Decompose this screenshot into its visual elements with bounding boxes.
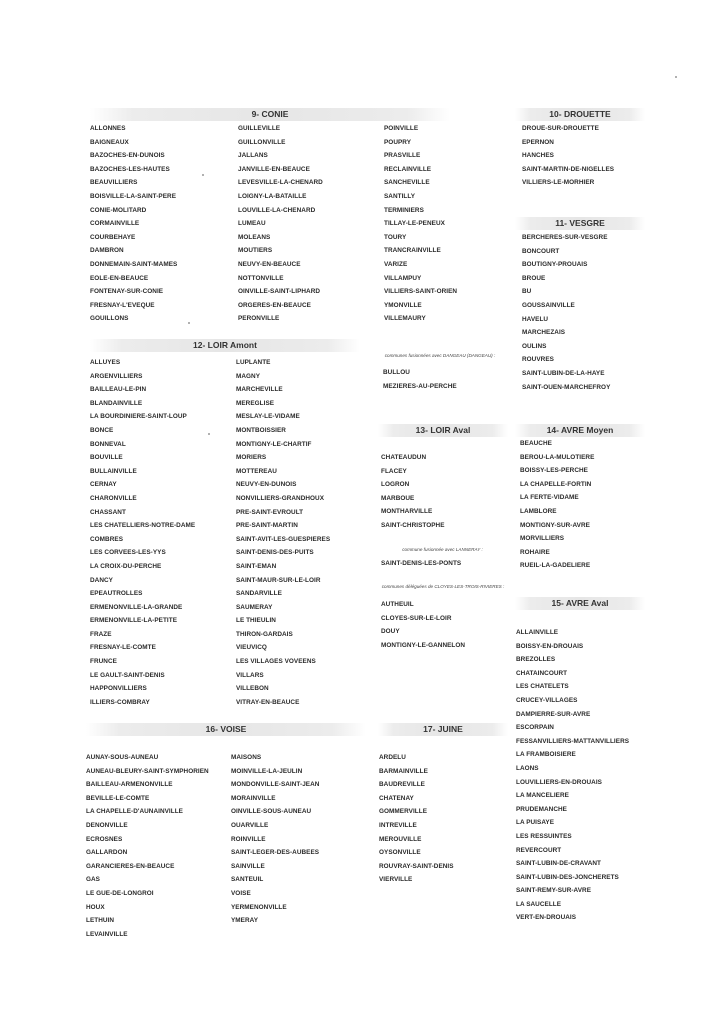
commune-name: JANVILLE-EN-BEAUCE (238, 165, 310, 173)
commune-name: CONIE-MOLITARD (90, 206, 147, 214)
avre-moyen-list (520, 437, 594, 573)
commune-name: NONVILLIERS-GRANDHOUX (236, 494, 325, 502)
commune-name: BONCOURT (522, 247, 560, 255)
commune-name: DAMPIERRE-SUR-AVRE (516, 710, 591, 718)
commune-name: BU (522, 288, 532, 296)
loir-aval-note-lanneray: commune fusionnée avec LANNERAY : (402, 547, 483, 552)
commune-name: PRE-SAINT-MARTIN (236, 522, 298, 530)
avre-aval-list (516, 626, 629, 925)
loir-aval-list-3 (381, 598, 465, 652)
commune-name: LA BOURDINIERE-SAINT-LOUP (90, 413, 187, 421)
commune-name: GOMMERVILLE (379, 808, 428, 816)
conie-column-2 (238, 122, 323, 326)
commune-name: SAINT-DENIS-LES-PONTS (381, 560, 462, 567)
commune-name: HAPPONVILLIERS (90, 685, 147, 693)
commune-name: BERCHERES-SUR-VESGRE (522, 234, 608, 241)
commune-name: MOUTIERS (238, 247, 273, 255)
commune-name: FRAZE (90, 630, 112, 638)
scan-speck (202, 174, 204, 176)
commune-name: PERONVILLE (238, 315, 280, 323)
commune-name: LES CHATELETS (516, 683, 569, 691)
commune-name: YMERAY (231, 917, 259, 925)
commune-name: BROUE (522, 274, 546, 282)
commune-name: CHARONVILLE (90, 494, 137, 502)
commune-name: BREZOLLES (516, 656, 556, 664)
loir-amont-merged-note: communes fusionnées avec DANGEAU (DANGEAU) : (384, 353, 496, 358)
commune-name: ALLUYES (90, 359, 121, 366)
commune-name: BAZOCHES-EN-DUNOIS (90, 152, 165, 160)
commune-name: MOTTEREAU (236, 467, 277, 475)
section-title-vesgre: 11- VESGRE (515, 217, 645, 230)
commune-name: CHATAINCOURT (516, 669, 568, 677)
voise-column-2 (231, 751, 319, 928)
commune-name: MORAINVILLE (231, 794, 276, 802)
commune-name: GARANCIERES-EN-BEAUCE (86, 862, 175, 870)
commune-name: MEZIERES-AU-PERCHE (383, 382, 457, 390)
commune-name: MEROUVILLE (379, 835, 422, 843)
commune-name: LES VILLAGES VOVEENS (236, 658, 316, 666)
section-title-voise: 16- VOISE (86, 723, 366, 736)
commune-name: BOISSY-EN-DROUAIS (516, 642, 584, 650)
commune-name: CORMAINVILLE (90, 220, 140, 228)
commune-name: INTREVILLE (379, 821, 417, 829)
commune-name: DAMBRON (90, 247, 124, 255)
commune-name: ROHAIRE (520, 548, 550, 556)
commune-name: ESCORPAIN (516, 724, 554, 732)
commune-name: ILLIERS-COMBRAY (90, 698, 150, 706)
commune-name: LAONS (516, 764, 539, 772)
commune-name: LOUVILLE-LA-CHENARD (238, 206, 316, 214)
commune-name: SAINT-LUBIN-DE-CRAVANT (516, 860, 601, 868)
commune-name: SAINT-EMAN (236, 562, 277, 570)
commune-name: SAINT-LUBIN-DE-LA-HAYE (522, 369, 605, 377)
commune-name: VILLIERS-SAINT-ORIEN (384, 288, 458, 296)
commune-name: VIERVILLE (379, 876, 413, 884)
commune-name: FRESNAY-L'EVEQUE (90, 301, 155, 309)
commune-name: DANCY (90, 576, 113, 584)
commune-name: LA CHAPELLE-FORTIN (520, 480, 592, 488)
commune-name: OINVILLE-SOUS-AUNEAU (231, 808, 312, 816)
commune-name: GALLARDON (86, 849, 128, 857)
loir-amont-column-2 (236, 356, 330, 709)
commune-name: PRE-SAINT-EVROULT (236, 508, 304, 516)
commune-name: TRANCRAINVILLE (384, 247, 441, 255)
commune-name: BAIGNEAUX (90, 138, 129, 146)
commune-name: ERMENONVILLE-LA-PETITE (90, 617, 178, 625)
commune-name: SANTILLY (384, 192, 416, 200)
commune-name: LE THIEULIN (236, 617, 276, 625)
section-title-avre-aval: 15- AVRE Aval (515, 597, 645, 610)
commune-name: CHATENAY (379, 794, 414, 802)
commune-name: CHATEAUDUN (381, 454, 427, 461)
commune-name: MOINVILLE-LA-JEULIN (231, 767, 303, 775)
commune-name: PRASVILLE (384, 152, 421, 160)
commune-name: LA PUISAYE (516, 819, 555, 827)
commune-name: ALLAINVILLE (516, 629, 559, 636)
commune-name: MONTIGNY-LE-CHARTIF (236, 440, 312, 448)
drouette-list (522, 122, 614, 190)
commune-name: LA FERTE-VIDAME (520, 494, 579, 502)
commune-name: VILLAMPUY (384, 274, 422, 282)
commune-name: BAILLEAU-LE-PIN (90, 386, 147, 394)
commune-name: LEVAINVILLE (86, 930, 128, 938)
commune-name: ECROSNES (86, 835, 123, 843)
scan-speck (208, 433, 210, 435)
commune-name: BONNEVAL (90, 440, 126, 448)
scan-speck (675, 76, 677, 78)
commune-name: BAZOCHES-LES-HAUTES (90, 165, 170, 173)
commune-name: NOTTONVILLE (238, 274, 284, 282)
loir-aval-list-2 (381, 557, 461, 571)
commune-name: BEAUCHE (520, 440, 552, 447)
commune-name: SAINT-OUEN-MARCHEFROY (522, 383, 611, 391)
commune-name: FRESNAY-LE-COMTE (90, 644, 156, 652)
commune-name: LA MANCELIERE (516, 792, 569, 800)
commune-name: VILLEMAURY (384, 315, 426, 323)
commune-name: MESLAY-LE-VIDAME (236, 413, 300, 421)
commune-name: SANDARVILLE (236, 590, 282, 598)
voise-column-1 (86, 751, 209, 941)
commune-name: DROUE-SUR-DROUETTE (522, 125, 599, 132)
commune-name: MONTIGNY-LE-GANNELON (381, 641, 466, 649)
scan-speck (188, 322, 190, 324)
commune-name: YMONVILLE (384, 301, 422, 309)
section-title-juine: 17- JUINE (378, 723, 508, 736)
commune-name: SAINT-REMY-SUR-AVRE (516, 887, 592, 895)
commune-name: NEUVY-EN-BEAUCE (238, 260, 301, 268)
commune-name: BOUTIGNY-PROUAIS (522, 261, 588, 269)
commune-name: LUPLANTE (236, 359, 271, 366)
commune-name: LES CORVEES-LES-YYS (90, 549, 166, 557)
commune-name: BULLOU (383, 369, 410, 376)
commune-name: LAMBLORE (520, 507, 557, 515)
commune-name: SAINVILLE (231, 862, 265, 870)
commune-name: OULINS (522, 342, 547, 350)
commune-name: GUILLONVILLE (238, 138, 286, 146)
commune-name: MORVILLIERS (520, 535, 565, 543)
commune-name: BARMAINVILLE (379, 767, 428, 775)
commune-name: SAINT-CHRISTOPHE (381, 521, 445, 529)
commune-name: POINVILLE (384, 125, 419, 132)
commune-name: OUARVILLE (231, 821, 269, 829)
commune-name: ARGENVILLIERS (90, 372, 143, 380)
commune-name: MARCHEZAIS (522, 329, 566, 337)
commune-name: LOIGNY-LA-BATAILLE (238, 192, 307, 200)
commune-name: LE GUE-DE-LONGROI (86, 889, 154, 897)
commune-name: JALLANS (238, 152, 268, 160)
commune-name: BEROU-LA-MULOTIERE (520, 453, 595, 461)
commune-name: TILLAY-LE-PENEUX (384, 220, 445, 228)
commune-name: POUPRY (384, 138, 412, 146)
commune-name: LOGRON (381, 481, 410, 489)
commune-name: GOUSSAINVILLE (522, 301, 575, 309)
commune-name: ROUVRES (522, 356, 554, 364)
commune-name: BEVILLE-LE-COMTE (86, 794, 150, 802)
commune-name: MORIERS (236, 454, 267, 462)
commune-name: VITRAY-EN-BEAUCE (236, 698, 300, 706)
commune-name: HANCHES (522, 152, 554, 160)
commune-name: MARCHEVILLE (236, 386, 283, 394)
commune-name: RECLAINVILLE (384, 165, 432, 173)
commune-name: LES RESSUINTES (516, 832, 572, 840)
commune-name: LES CHATELLIERS-NOTRE-DAME (90, 522, 196, 530)
commune-name: CERNAY (90, 481, 117, 489)
commune-name: ERMENONVILLE-LA-GRANDE (90, 603, 183, 611)
section-title-drouette: 10- DROUETTE (515, 108, 645, 121)
commune-name: LE GAULT-SAINT-DENIS (90, 671, 165, 679)
loir-amont-column-3 (383, 366, 457, 393)
section-title-avre-moyen: 14- AVRE Moyen (515, 424, 645, 437)
commune-name: LUMEAU (238, 220, 266, 228)
commune-name: SAINT-MAUR-SUR-LE-LOIR (236, 576, 321, 584)
commune-name: GUILLEVILLE (238, 125, 281, 132)
commune-name: COURBEHAYE (90, 233, 136, 241)
commune-name: TERMINIERS (384, 206, 424, 214)
commune-name: MOLEANS (238, 233, 271, 241)
commune-name: BOISVILLE-LA-SAINT-PERE (90, 192, 177, 200)
commune-name: AUTHEUIL (381, 601, 414, 608)
commune-name: BLANDAINVILLE (90, 399, 143, 407)
commune-name: BOISSY-LES-PERCHE (520, 467, 588, 475)
commune-name: BEAUVILLIERS (90, 179, 138, 187)
commune-name: ROINVILLE (231, 835, 266, 843)
commune-name: VIEUVICQ (236, 644, 267, 652)
commune-name: OINVILLE-SAINT-LIPHARD (238, 288, 321, 296)
section-title-loir-aval: 13- LOIR Aval (378, 424, 508, 437)
conie-column-1 (90, 122, 177, 326)
commune-name: TOURY (384, 233, 407, 241)
commune-name: GOUILLONS (90, 315, 129, 323)
commune-name: MONDONVILLE-SAINT-JEAN (231, 781, 320, 789)
commune-name: SAUMERAY (236, 603, 273, 611)
loir-aval-note-cloyes: communes déléguées de CLOYES-LES-TROIS-RIVIERES : (381, 584, 505, 589)
commune-name: YERMENONVILLE (231, 903, 287, 911)
commune-name: VILLEBON (236, 685, 269, 693)
commune-name: SAINT-LUBIN-DES-JONCHERETS (516, 873, 619, 881)
commune-name: BULLAINVILLE (90, 467, 137, 475)
commune-name: EPEAUTROLLES (90, 590, 143, 598)
commune-name: EOLE-EN-BEAUCE (90, 274, 149, 282)
commune-name: SAINT-MARTIN-DE-NIGELLES (522, 165, 615, 173)
commune-name: VILLARS (236, 671, 264, 679)
commune-name: BAUDREVILLE (379, 781, 425, 789)
commune-name: FRUNCE (90, 658, 117, 666)
commune-name: LA SAUCELLE (516, 900, 562, 908)
commune-name: DENONVILLE (86, 821, 128, 829)
commune-name: HOUX (86, 903, 105, 911)
loir-aval-list (381, 451, 445, 533)
commune-name: MAGNY (236, 372, 261, 380)
commune-name: LA FRAMBOISIERE (516, 751, 576, 759)
commune-name: CLOYES-SUR-LE-LOIR (381, 614, 452, 622)
commune-name: MARBOUE (381, 494, 415, 502)
commune-name: MEREGLISE (236, 399, 275, 407)
vesgre-list (522, 231, 610, 394)
commune-name: AUNEAU-BLEURY-SAINT-SYMPHORIEN (86, 767, 209, 775)
commune-name: SAINT-AVIT-LES-GUESPIERES (236, 535, 331, 543)
commune-name: DOUY (381, 628, 400, 636)
commune-name: DONNEMAIN-SAINT-MAMES (90, 260, 178, 268)
commune-name: FESSANVILLIERS-MATTANVILLIERS (516, 737, 630, 745)
commune-name: FONTENAY-SUR-CONIE (90, 288, 164, 296)
commune-name: MONTBOISSIER (236, 426, 286, 434)
commune-name: ORGERES-EN-BEAUCE (238, 301, 311, 309)
commune-name: SAINT-LEGER-DES-AUBEES (231, 849, 320, 857)
commune-name: ARDELU (379, 754, 406, 761)
commune-name: LETHUIN (86, 917, 115, 925)
section-title-conie: 9- CONIE (90, 108, 450, 121)
commune-name: LA CROIX-DU-PERCHE (90, 562, 162, 570)
commune-name: REVERCOURT (516, 846, 562, 854)
commune-name: BONCE (90, 426, 114, 434)
commune-name: HAVELU (522, 315, 549, 323)
commune-name: MONTIGNY-SUR-AVRE (520, 521, 590, 529)
commune-name: BOUVILLE (90, 454, 123, 462)
commune-name: SANTEUIL (231, 876, 264, 884)
commune-name: OYSONVILLE (379, 849, 421, 857)
commune-name: AUNAY-SOUS-AUNEAU (86, 754, 159, 761)
commune-name: ROUVRAY-SAINT-DENIS (379, 862, 454, 870)
juine-list (379, 751, 454, 887)
section-title-loir-amont: 12- LOIR Amont (90, 339, 360, 352)
conie-column-3 (384, 122, 457, 326)
commune-name: CRUCEY-VILLAGES (516, 696, 578, 704)
commune-name: NEUVY-EN-DUNOIS (236, 481, 297, 489)
commune-name: LEVESVILLE-LA-CHENARD (238, 179, 323, 187)
commune-name: COMBRES (90, 535, 124, 543)
commune-name: MAISONS (231, 754, 262, 761)
loir-amont-column-1 (90, 356, 195, 709)
commune-name: PRUDEMANCHE (516, 805, 567, 813)
commune-name: VILLIERS-LE-MORHIER (522, 179, 595, 187)
commune-name: VOISE (231, 889, 251, 897)
commune-name: VERT-EN-DROUAIS (516, 914, 577, 922)
commune-name: THIRON-GARDAIS (236, 630, 293, 638)
commune-name: VARIZE (384, 260, 408, 268)
commune-name: BAILLEAU-ARMENONVILLE (86, 781, 173, 789)
commune-name: MONTHARVILLE (381, 508, 433, 516)
commune-name: SANCHEVILLE (384, 179, 430, 187)
commune-name: CHASSANT (90, 508, 126, 516)
commune-name: SAINT-DENIS-DES-PUITS (236, 549, 314, 557)
commune-name: EPERNON (522, 138, 554, 146)
commune-name: ALLONNES (90, 125, 126, 132)
commune-name: FLACEY (381, 467, 407, 475)
commune-name: RUEIL-LA-GADELIERE (520, 562, 591, 570)
commune-name: GAS (86, 876, 100, 884)
commune-name: LA CHAPELLE-D'AUNAINVILLE (86, 808, 183, 816)
commune-name: LOUVILLIERS-EN-DROUAIS (516, 778, 602, 786)
